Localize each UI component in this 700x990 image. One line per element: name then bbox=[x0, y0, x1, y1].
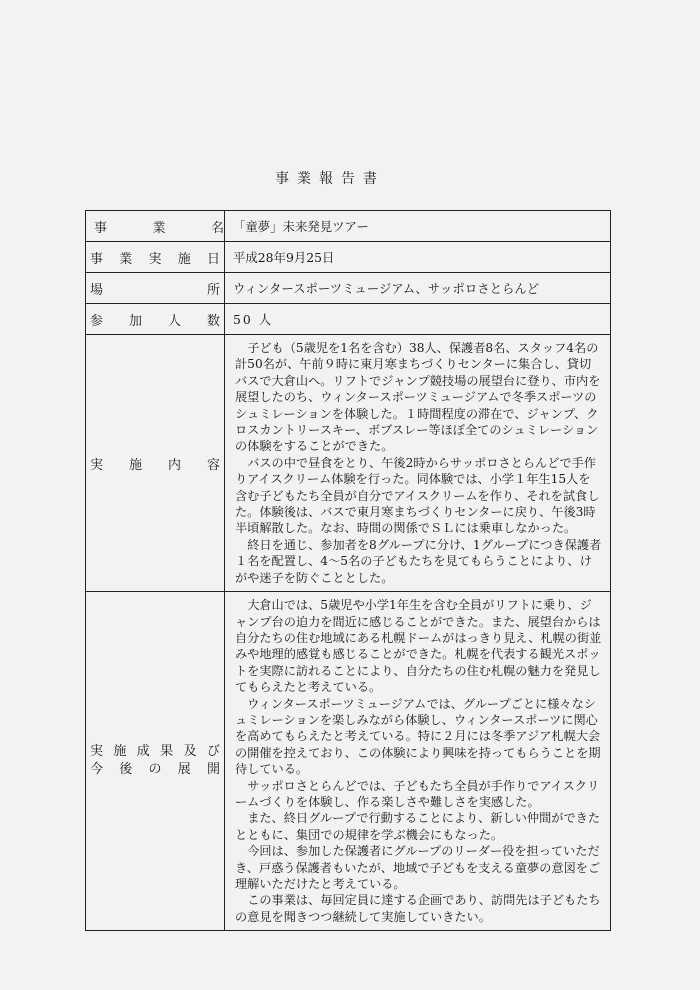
content-label bbox=[86, 335, 225, 592]
label-char: 加 bbox=[128, 313, 142, 329]
label-char: 実 bbox=[148, 251, 162, 267]
label-char: 開 bbox=[206, 762, 220, 778]
results-paragraph: また、終日グループで行動することにより、新しい仲間ができたとともに、集団での規律を学ぶ機会にもなった。 bbox=[235, 811, 601, 842]
label-char: 実 bbox=[90, 744, 104, 760]
participants-label bbox=[86, 304, 225, 335]
place-value: ウィンタースポーツミュージアム、サッポロさとらんど bbox=[225, 273, 611, 304]
date-value: 平成28年9月25日 bbox=[225, 242, 611, 273]
label-char: 業 bbox=[119, 251, 133, 267]
place-row bbox=[86, 273, 611, 304]
results-paragraph: 大倉山では、5歳児や小学1年生を含む全員がリフトに乗り、ジャンプ台の迫力を間近に感じることができた。また、展望台からは自分たちの住む地域にある札幌ドームがはっきり見え、札幌の街並みや地理的感覚も感じることができた。札幌を代表する観光スポットを実際に訪れることにより、自分たちの住む札幌の魅力を発見してもらえたと考えている。 bbox=[235, 598, 602, 695]
label-char: 及 bbox=[183, 744, 197, 760]
label-char: 日 bbox=[206, 251, 220, 267]
label-char: び bbox=[206, 744, 220, 760]
place-label bbox=[86, 273, 225, 304]
label-char: 事 bbox=[94, 220, 108, 236]
content-paragraph: バスの中で昼食をとり、午後2時からサッポロさとらんどで手作りアイスクリーム体験を行った。同体験では、小学１年生15人を含む子どもたち全員が自分でアイスクリームを作り、それを試食した。体験後は、バスで東月寒まちづくりセンターに戻り、午後3時半頃解散した。なお、時間の関係でＳＬには乗車しなかった。 bbox=[235, 455, 600, 536]
project-name-label bbox=[86, 211, 225, 242]
document-title: 事業報告書 bbox=[275, 171, 385, 187]
participants-value: 50 人 bbox=[225, 304, 611, 335]
label-char: 果 bbox=[160, 744, 174, 760]
label-char: 施 bbox=[113, 744, 127, 760]
label-char: 容 bbox=[206, 457, 220, 473]
results-label bbox=[86, 592, 225, 931]
label-char: 業 bbox=[152, 220, 166, 236]
label-char: 後 bbox=[119, 762, 133, 778]
results-row bbox=[86, 592, 611, 931]
date-row bbox=[86, 242, 611, 273]
results-paragraph: この事業は、毎回定員に達する企画であり、訪問先は子どもたちの意見を聞きつつ継続して実施していきたい。 bbox=[235, 893, 601, 924]
label-char: 内 bbox=[167, 457, 181, 473]
participants-row bbox=[86, 304, 611, 335]
report-table bbox=[85, 210, 611, 931]
label-char: 所 bbox=[206, 282, 220, 298]
content-text bbox=[225, 335, 611, 592]
results-paragraph: サッポロさとらんどでは、子どもたち全員が手作りでアイスクリームづくりを体験し、作る楽しさや難しさを実感した。 bbox=[235, 778, 600, 809]
label-char: 成 bbox=[136, 744, 150, 760]
label-char: 数 bbox=[206, 313, 220, 329]
label-char: 場 bbox=[90, 282, 104, 298]
label-char: 今 bbox=[90, 762, 104, 778]
content-row bbox=[86, 335, 611, 592]
date-label bbox=[86, 242, 225, 273]
label-char: 展 bbox=[177, 762, 191, 778]
label-char: 施 bbox=[177, 251, 191, 267]
project-name-value: 「童夢」未来発見ツアー bbox=[225, 211, 611, 242]
content-paragraph: 終日を通じ、参加者を8グループに分け、1グループにつき保護者１名を配置し、4～5名の子どもたちを見てもらうことにより、けがや迷子を防ぐこととした。 bbox=[235, 537, 602, 585]
label-char: 施 bbox=[128, 457, 142, 473]
project-name-row bbox=[86, 211, 611, 242]
label-char: 事 bbox=[90, 251, 104, 267]
results-text bbox=[225, 592, 611, 931]
results-paragraph: ウィンタースポーツミュージアムでは、グループごとに様々なシュミレーションを楽しみながら体験し、ウィンタースポーツに関心を高めてもらえたと考えている。特に２月には冬季アジア札幌大会の開催を控えており、この体験により興味を持ってもらうことを期待している。 bbox=[235, 696, 601, 777]
label-char: 名 bbox=[210, 220, 224, 236]
content-paragraph: 子ども（5歳児を1名を含む）38人、保護者8名、スタッフ4名の計50名が、午前９時に東月寒まちづくりセンターに集合し、貸切バスで大倉山へ。リフトでジャンプ競技場の展望台に登り、市内を展望したのち、ウィンタースポーツミュージアムで冬季スポーツのシュミレーションを体験した。１時間程度の滞在で、ジャンプ、クロスカントリースキー、ボブスレー等ほぼ全てのシュミレーションの体験をすることができた。 bbox=[235, 341, 601, 454]
label-char: の bbox=[148, 762, 162, 778]
label-char: 参 bbox=[90, 313, 104, 329]
label-char: 人 bbox=[167, 313, 181, 329]
label-char: 実 bbox=[90, 457, 104, 473]
results-paragraph: 今回は、参加した保護者にグループのリーダー役を担っていただき、戸惑う保護者もいたが、地域で子どもを支える童夢の意図をご理解いただけたと考えている。 bbox=[235, 844, 601, 891]
